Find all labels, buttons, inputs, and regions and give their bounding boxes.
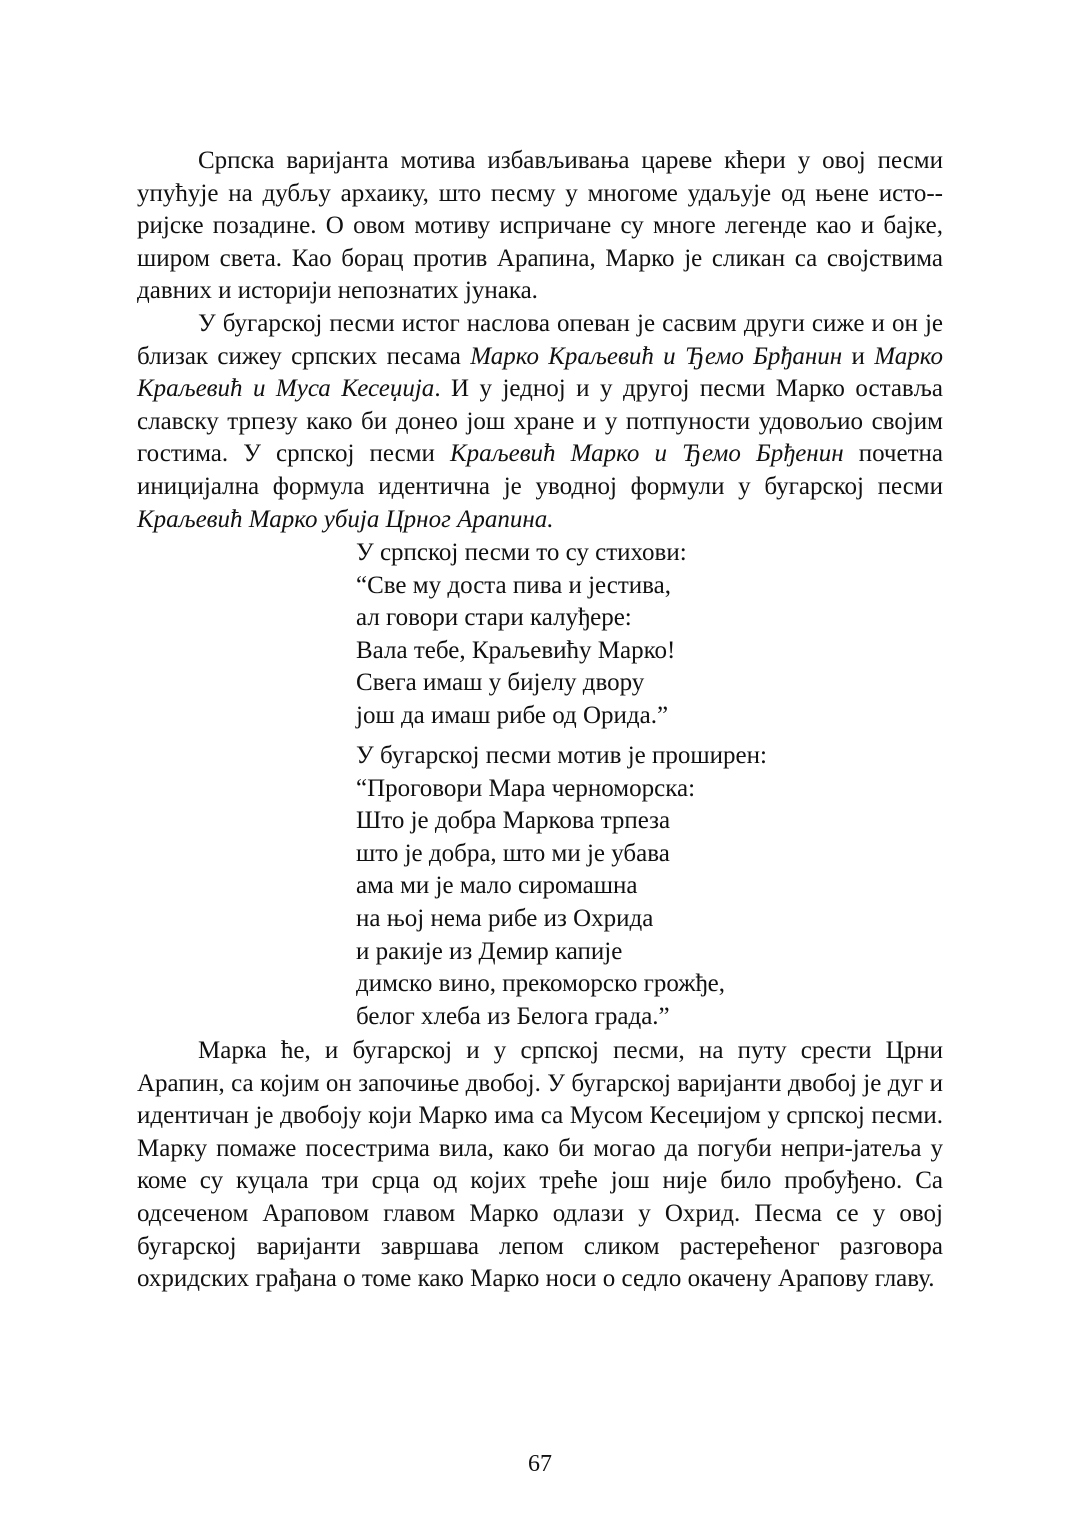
verse-line: Свега имаш у бијелу двору (356, 669, 645, 697)
verse-line: белог хлеба из Белога града.” (356, 1002, 670, 1030)
verse-intro-serbian: У српској песми то су стихови: (356, 539, 687, 566)
verse-line: још да имаш рибе од Орида.” (356, 701, 669, 729)
paragraph-2 (137, 308, 943, 536)
paragraph-2-text-3: . И у једној и у другој песми Марко оставља славску трпезу како би донео још хране и у потпуности удовољио својим гостима. У српској песми (137, 375, 943, 468)
verse-intro-bulgarian: У бугарској песми мотив је проширен: (356, 742, 767, 769)
paragraph-2-text-1: У бугарској песми истог наслова опеван је сасвим други сиже и он је близак сижеу српских песама (137, 309, 943, 370)
page-number: 67 (528, 1451, 552, 1477)
verse-line: на њој нема рибе из Охрида (356, 904, 654, 932)
paragraph-2-title-1: Марко Краљевић и Ђемо Брђанин (470, 342, 843, 370)
verse-line: “Све му доста пива и јестива, (356, 571, 671, 599)
body-text-top (137, 145, 943, 536)
paragraph-2-text-4: почетна иницијална формула идентична је уводној формули у бугарској песми (137, 440, 944, 500)
verse-line: димско вино, прекоморско грожђе, (356, 970, 725, 998)
verse-line: “Проговори Мара черноморска: (356, 774, 696, 802)
verse-line: ал говори стари калуђере: (356, 604, 632, 632)
verse-line: што је добра, што ми је убава (356, 839, 670, 867)
body-text-bottom (137, 1035, 943, 1296)
verse-line: и ракије из Демир капије (356, 937, 623, 965)
verse-line: Вала тебе, Краљевићу Марко! (356, 636, 676, 664)
paragraph-1: Српска варијанта мотива избављивања цареве кћери у овој песми упућује на дубљу архаику, што песму у многоме удаљује од њене исто-ријске позадине. О овом мотиву испричане су многе легенде као и бајке, широм света. Као борац против Арапина, Марко је сликан са својствима давних и историји непознатих јунака. (137, 147, 943, 305)
paragraph-3: Марка ће, и бугарској и у српској песми, на путу срести Црни Арапин, са којим он започиње двобој. У бугарској варијанти двобој је дуг и идентичан је двобоју који Марко има са Мусом Кесеџијом у српској песми. Марку помаже посестрима вила, како би могао да погуби непри-јатеља у коме су куцала три срца од којих треће још није било пробуђено. Са одсеченом Араповом главом Марко одлази у Охрид. Песма се у овој бугарској варијанти завршава лепом сликом растерећеног разговора охридских грађана о томе како Марко носи о седло окачену Арапову главу. (137, 1037, 943, 1293)
verse-block-serbian (356, 537, 916, 733)
paragraph-2-title-3: Краљевић Марко и Ђемо Брђенин (450, 440, 844, 468)
verse-line: Што је добра Маркова трпеза (356, 807, 671, 835)
paragraph-2-title-2: Марко Краљевић и Муса Кесеџија (137, 342, 943, 403)
verse-block-bulgarian (356, 740, 916, 1033)
verse-line: ама ми је мало сиромашна (356, 872, 638, 900)
paragraph-2-title-4: Краљевић Марко убија Црног Арапина. (137, 505, 554, 533)
paragraph-2-text-2: и (842, 342, 875, 370)
